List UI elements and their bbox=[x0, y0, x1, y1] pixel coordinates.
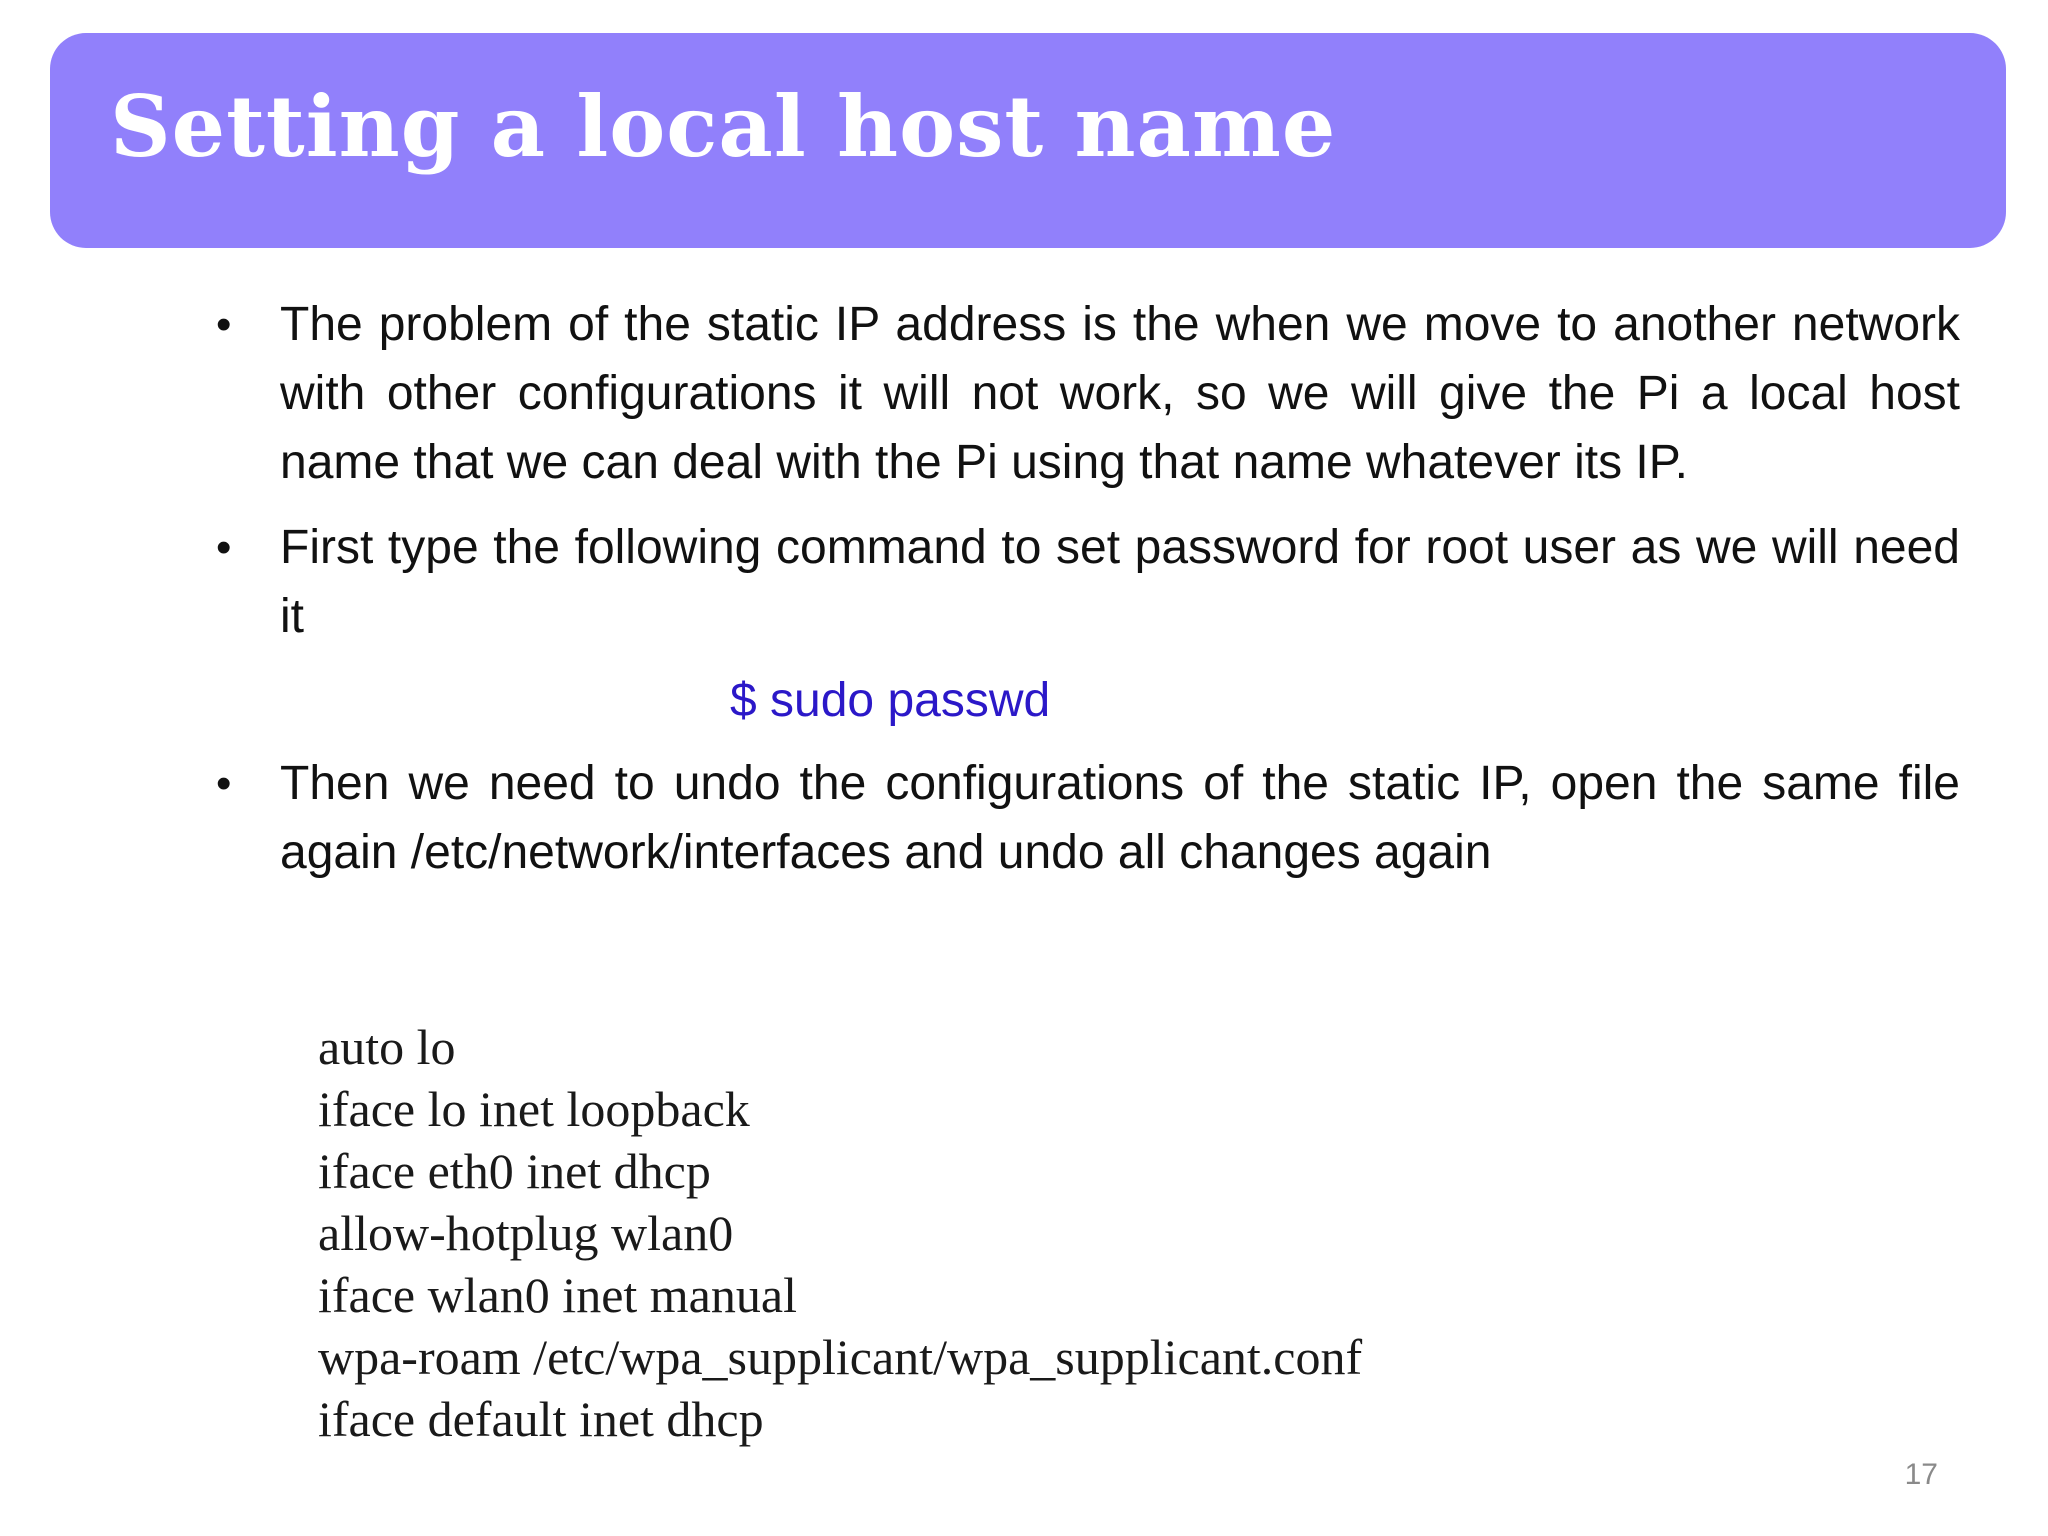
config-code-block bbox=[318, 1016, 1362, 1450]
code-line: auto lo bbox=[318, 1019, 456, 1075]
bullet-icon: • bbox=[216, 523, 232, 572]
slide-title: Setting a local host name bbox=[110, 77, 1337, 176]
code-line: iface wlan0 inet manual bbox=[318, 1267, 797, 1323]
bullet-item-1 bbox=[208, 290, 1960, 497]
command-text: $ sudo passwd bbox=[730, 674, 1051, 727]
code-line: iface default inet dhcp bbox=[318, 1391, 764, 1447]
bullet-item-3 bbox=[208, 749, 1960, 887]
page-number: 17 bbox=[1904, 1458, 1938, 1491]
bullet-item-2 bbox=[208, 513, 1960, 651]
bullet-icon: • bbox=[216, 759, 232, 808]
code-line: allow-hotplug wlan0 bbox=[318, 1205, 734, 1261]
bullet-text-3: Then we need to undo the configurations of the static IP, open the same file again /etc/network/interfaces and undo all changes again bbox=[280, 757, 1960, 879]
code-line: iface eth0 inet dhcp bbox=[318, 1143, 711, 1199]
title-bar bbox=[50, 33, 2006, 248]
bullet-icon: • bbox=[216, 300, 232, 349]
bullet-text-2: First type the following command to set password for root user as we will need it bbox=[280, 521, 1960, 643]
code-line: wpa-roam /etc/wpa_supplicant/wpa_supplicant.conf bbox=[318, 1329, 1363, 1385]
bullet-text-1: The problem of the static IP address is the when we move to another network with other configurations it will not work, so we will give the Pi a local host name that we can deal with the Pi using that name whatever its IP. bbox=[280, 298, 1960, 489]
slide-content bbox=[208, 290, 1960, 887]
code-line: iface lo inet loopback bbox=[318, 1081, 750, 1137]
